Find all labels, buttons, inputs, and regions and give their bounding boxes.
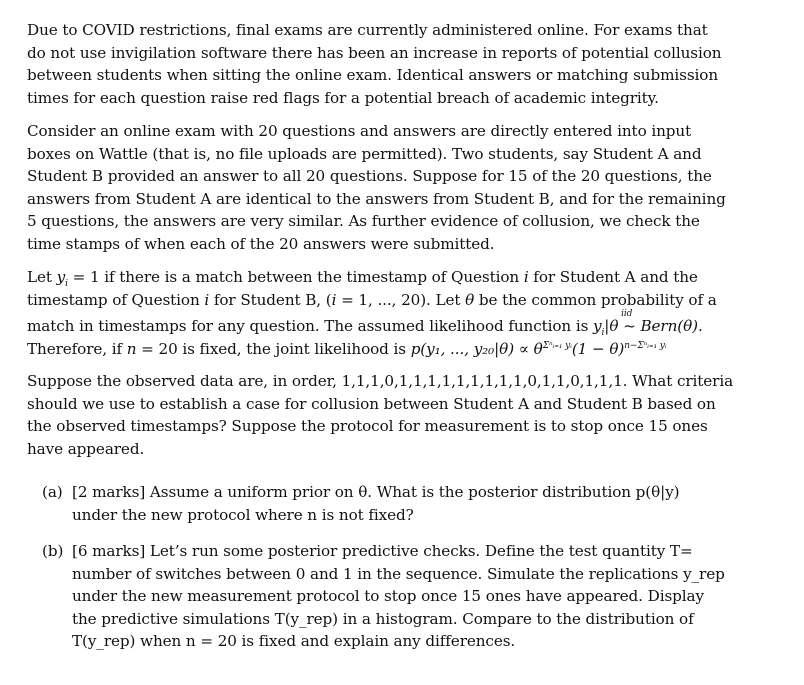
text-line: [6 marks] Let’s run some posterior predictive checks. Define the test quantity T= — [72, 542, 693, 560]
math-var: y — [56, 268, 66, 286]
text-line: have appeared. — [27, 439, 145, 458]
text-run: match in timestamps for any question. The assumed likelihood function is — [27, 317, 594, 335]
question-body — [72, 540, 744, 653]
text-line: times for each question raise red flags for a potential breach of academic integrity. — [27, 88, 659, 107]
text-line: boxes on Wattle (that is, no file uploads are permitted). Two students, say Student A and — [27, 144, 702, 163]
math-var: i — [204, 290, 210, 309]
text-line: T(y_rep) when n = 20 is fixed and explain any differences. — [72, 632, 516, 650]
text-run: for Student B, ( — [209, 290, 332, 309]
text-line — [27, 309, 744, 339]
paragraph-data — [27, 370, 744, 460]
math-var: i — [523, 268, 529, 286]
paragraph-setup — [27, 120, 744, 255]
text-line: between students when sitting the online exam. Identical answers or matching submission — [27, 66, 719, 84]
text-line: answers from Student A are identical to the answers from Student B, and for the remaining — [27, 189, 726, 208]
math-likelihood: p(y₁, ..., y₂₀|θ) ∝ θ — [410, 339, 543, 358]
text-line: [2 marks] Assume a uniform prior on θ. What is the posterior distribution p(θ|y) — [72, 483, 680, 501]
text-line: time stamps of when each of the 20 answers were submitted. — [27, 234, 495, 253]
text-line — [27, 338, 744, 361]
text-line: number of switches between 0 and 1 in the sequence. Simulate the replications y_rep — [72, 564, 725, 583]
text-line: should we use to establish a case for collusion between Student A and Student B based on — [27, 394, 716, 413]
text-run: = 1 if there is a match between the timestamp of Question — [67, 268, 524, 286]
text-run: Therefore, if — [27, 339, 127, 358]
iid-tilde: iid ~ — [623, 315, 636, 338]
text-run: be the common probability of a — [474, 290, 717, 309]
math-exponent: Σⁿᵢ₌₁ yᵢ — [542, 340, 572, 351]
text-line: the predictive simulations T(y_rep) in a histogram. Compare to the distribution of — [72, 609, 694, 628]
text-run: timestamp of Question — [27, 290, 205, 309]
text-line: Due to COVID restrictions, final exams are currently administered online. For exams that — [27, 21, 708, 39]
math-likelihood-def: $y_i|\theta$ — [593, 317, 624, 339]
math-sub: i — [65, 279, 68, 290]
text-line: do not use invigilation software there has been an increase in reports of potential collusion — [27, 43, 722, 62]
question-body — [72, 481, 744, 526]
text-run: = 1, ..., 20). Let — [336, 290, 466, 309]
question-label: (b) — [42, 542, 64, 560]
text-run: for Student A and the — [528, 268, 698, 286]
text-line: under the new protocol where n is not fixed? — [72, 505, 414, 524]
text-run: = 20 is fixed, the joint likelihood is — [136, 339, 411, 358]
question-label: (a) — [42, 483, 63, 501]
paragraph-intro — [27, 19, 744, 109]
paragraph-likelihood — [27, 266, 744, 360]
math-var: i — [331, 290, 337, 309]
math-var: θ — [465, 290, 475, 309]
text-line: 5 questions, the answers are very similar. As further evidence of collusion, we check the — [27, 212, 700, 230]
text-line: Suppose the observed data are, in order, 1,1,1,0,1,1,1,1,1,1,1,1,1,0,1,1,0,1,1,1. What criteria — [27, 372, 734, 390]
math-exponent: n−Σⁿᵢ₌₁ yᵢ — [624, 340, 667, 351]
text-line: Consider an online exam with 20 questions and answers are directly entered into input — [27, 122, 692, 140]
math-dist: Bern(θ). — [640, 317, 703, 335]
iid-label: iid — [621, 309, 633, 319]
text-line — [27, 289, 744, 312]
text-line — [27, 266, 744, 289]
text-line: Student B provided an answer to all 20 questions. Suppose for 15 of the 20 questions, the — [27, 167, 712, 185]
math-var: n — [126, 339, 137, 358]
math-term: (1 − θ) — [571, 339, 625, 358]
text-line: under the new measurement protocol to stop once 15 ones have appeared. Display — [72, 587, 704, 605]
text-run: Let — [27, 268, 57, 286]
text-line: the observed timestamps? Suppose the protocol for measurement is to stop once 15 ones — [27, 417, 708, 435]
